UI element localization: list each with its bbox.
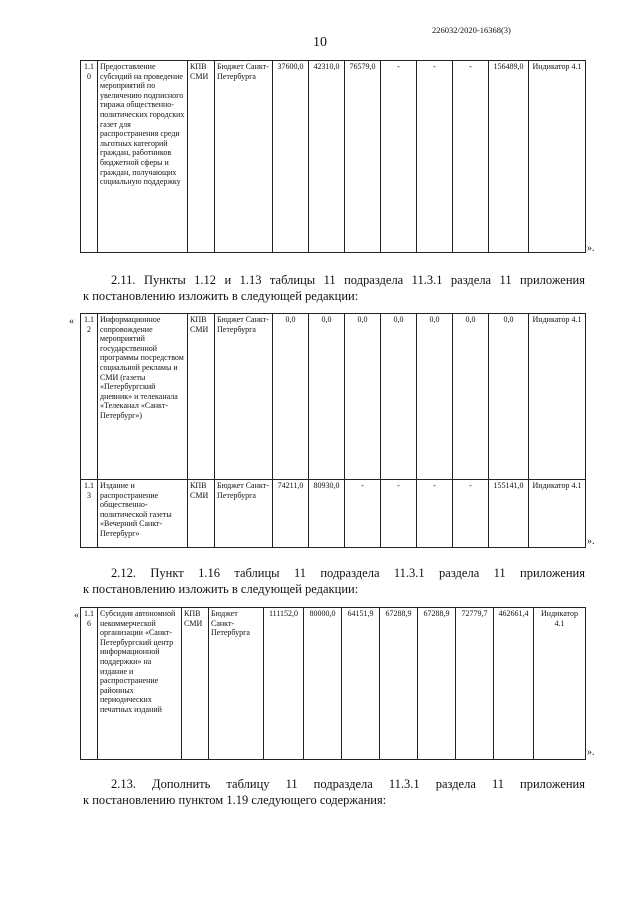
value-cell: 0,0 — [309, 314, 345, 480]
total-cell: 462661,4 — [494, 608, 534, 760]
table-row — [81, 314, 586, 480]
value-cell: - — [345, 480, 381, 548]
closing-quote-mark: ». — [587, 536, 595, 547]
value-cell: - — [453, 480, 489, 548]
opening-quote-mark: « — [69, 316, 74, 327]
funding-source: Бюджет Санкт-Петербурга — [209, 608, 264, 760]
indicator-cell: Индикатор 4.1 — [529, 314, 586, 480]
total-cell: 0,0 — [489, 314, 529, 480]
executor: КПВ СМИ — [188, 480, 215, 548]
executor: КПВ СМИ — [182, 608, 209, 760]
total-cell: 155141,0 — [489, 480, 529, 548]
value-cell: - — [381, 480, 417, 548]
measure-name: Информационное сопровождение мероприятий государственной программы посредством социальной рекламы и СМИ (газеты «Петербургский дневник» и телеканала «Телеканал «Санкт-Петербург») — [98, 314, 188, 480]
table-item-1-10 — [80, 60, 586, 253]
total-cell: 156489,0 — [489, 61, 529, 253]
paragraph-2-11: 2.11. Пункты 1.12 и 1.13 таблицы 11 подраздела 11.3.1 раздела 11 приложения к постановлению изложить в следующей редакции: — [83, 273, 585, 303]
indicator-cell: Индикатор 4.1 — [529, 61, 586, 253]
indicator-cell: Индикатор 4.1 — [529, 480, 586, 548]
table-item-1-16 — [80, 607, 586, 760]
closing-quote-mark: ». — [587, 243, 595, 254]
value-cell: 67288,9 — [380, 608, 418, 760]
value-cell: 74211,0 — [273, 480, 309, 548]
table-row — [81, 61, 586, 253]
value-cell: 0,0 — [381, 314, 417, 480]
funding-source: Бюджет Санкт-Петербурга — [215, 314, 273, 480]
row-number: 1.10 — [81, 61, 98, 253]
value-cell: 37600,0 — [273, 61, 309, 253]
funding-source: Бюджет Санкт-Петербурга — [215, 61, 273, 253]
value-cell: - — [417, 480, 453, 548]
value-cell: 67288,9 — [418, 608, 456, 760]
value-cell: 76579,0 — [345, 61, 381, 253]
value-cell: - — [453, 61, 489, 253]
executor: КПВ СМИ — [188, 314, 215, 480]
document-number: 226032/2020-16368(3) — [432, 25, 511, 35]
value-cell: - — [381, 61, 417, 253]
value-cell: 0,0 — [273, 314, 309, 480]
executor: КПВ СМИ — [188, 61, 215, 253]
row-number: 1.13 — [81, 480, 98, 548]
value-cell: 0,0 — [417, 314, 453, 480]
value-cell: - — [417, 61, 453, 253]
value-cell: 0,0 — [453, 314, 489, 480]
paragraph-2-13: 2.13. Дополнить таблицу 11 подраздела 11.3.1 раздела 11 приложения к постановлению пунктом 1.19 следующего содержания: — [83, 777, 585, 807]
value-cell: 80000,0 — [304, 608, 342, 760]
measure-name: Субсидия автономной некоммерческой организации «Санкт-Петербургский центр информационной поддержки» на издание и распространение районных периодических печатных изданий — [98, 608, 182, 760]
measure-name: Издание и распространение общественно-политической газеты «Вечерний Санкт-Петербург» — [98, 480, 188, 548]
opening-quote-mark: « — [74, 610, 79, 621]
value-cell: 80930,0 — [309, 480, 345, 548]
value-cell: 72779,7 — [456, 608, 494, 760]
value-cell: 42310,0 — [309, 61, 345, 253]
indicator-cell: Индикатор 4.1 — [534, 608, 586, 760]
funding-source: Бюджет Санкт-Петербурга — [215, 480, 273, 548]
value-cell: 0,0 — [345, 314, 381, 480]
page-number: 10 — [313, 35, 327, 50]
value-cell: 64151,9 — [342, 608, 380, 760]
table-items-1-12-1-13 — [80, 313, 586, 548]
row-number: 1.16 — [81, 608, 98, 760]
table-row — [81, 480, 586, 548]
value-cell: 111152,0 — [264, 608, 304, 760]
row-number: 1.12 — [81, 314, 98, 480]
table-row — [81, 608, 586, 760]
measure-name: Предоставление субсидий на проведение мероприятий по увеличению подписного тиража общественно-политических городских газет для распространения среди льготных категорий граждан, работников бюджетной сферы и граждан, получающих социальную поддержку — [98, 61, 188, 253]
paragraph-2-12: 2.12. Пункт 1.16 таблицы 11 подраздела 11.3.1 раздела 11 приложения к постановлению изложить в следующей редакции: — [83, 566, 585, 596]
closing-quote-mark: ». — [587, 747, 595, 758]
